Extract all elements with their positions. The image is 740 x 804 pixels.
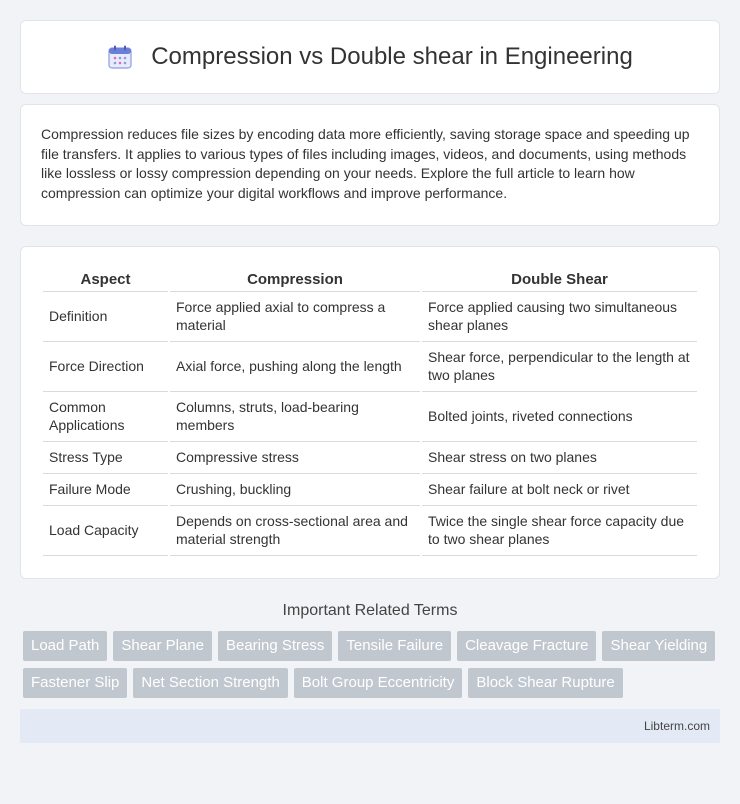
related-terms-section (20, 602, 720, 698)
intro-card (20, 104, 720, 226)
row-double-shear: Shear failure at bolt neck or rivet (422, 474, 697, 506)
tag-bolt-group-eccentricity[interactable]: Bolt Group Eccentricity (294, 668, 463, 698)
related-terms-title: Important Related Terms (282, 602, 458, 619)
row-compression: Depends on cross-sectional area and material strength (170, 506, 420, 556)
table-row (43, 474, 697, 506)
tag-fastener-slip[interactable]: Fastener Slip (23, 668, 127, 698)
tag-shear-yielding[interactable]: Shear Yielding (602, 631, 715, 661)
table-row (43, 392, 697, 442)
table-row (43, 342, 697, 392)
row-double-shear: Force applied causing two simultaneous shear planes (422, 292, 697, 342)
row-double-shear: Twice the single shear force capacity due to two shear planes (422, 506, 697, 556)
related-terms-tags (20, 631, 720, 698)
row-aspect: Definition (43, 292, 168, 342)
table-row (43, 292, 697, 342)
row-aspect: Load Capacity (43, 506, 168, 556)
footer (20, 709, 720, 743)
tag-net-section-strength[interactable]: Net Section Strength (133, 668, 287, 698)
row-compression: Columns, struts, load-bearing members (170, 392, 420, 442)
table-row (43, 442, 697, 474)
tag-cleavage-fracture[interactable]: Cleavage Fracture (457, 631, 596, 661)
footer-brand-link[interactable]: Libterm.com (643, 719, 710, 733)
row-aspect: Force Direction (43, 342, 168, 392)
tag-block-shear-rupture[interactable]: Block Shear Rupture (468, 668, 622, 698)
row-aspect: Stress Type (43, 442, 168, 474)
header-compression: Compression (170, 269, 420, 292)
title-card (20, 20, 720, 94)
header-aspect: Aspect (43, 269, 168, 292)
row-compression: Axial force, pushing along the length (170, 342, 420, 392)
header-double-shear: Double Shear (422, 269, 697, 292)
comparison-table (41, 269, 699, 556)
row-aspect: Failure Mode (43, 474, 168, 506)
row-compression: Crushing, buckling (170, 474, 420, 506)
row-double-shear: Shear force, perpendicular to the length at two planes (422, 342, 697, 392)
table-header-row (43, 269, 697, 292)
intro-paragraph: Compression reduces file sizes by encoding data more efficiently, saving storage space and speeding up file transfers. It applies to various types of files including images, videos, and documents, using methods like lossless or lossy compression depending on your needs. Explore the full article to learn how compression can optimize your digital workflows and improve performance. (41, 126, 690, 201)
tag-load-path[interactable]: Load Path (23, 631, 107, 661)
comparison-table-card (20, 246, 720, 579)
tag-shear-plane[interactable]: Shear Plane (113, 631, 212, 661)
tag-tensile-failure[interactable]: Tensile Failure (338, 631, 451, 661)
row-compression: Compressive stress (170, 442, 420, 474)
row-double-shear: Bolted joints, riveted connections (422, 392, 697, 442)
page-title: Compression vs Double shear in Engineering (151, 43, 633, 70)
tag-bearing-stress[interactable]: Bearing Stress (218, 631, 332, 661)
table-row (43, 506, 697, 556)
row-double-shear: Shear stress on two planes (422, 442, 697, 474)
row-aspect: Common Applications (43, 392, 168, 442)
row-compression: Force applied axial to compress a material (170, 292, 420, 342)
calendar-icon (107, 44, 133, 70)
